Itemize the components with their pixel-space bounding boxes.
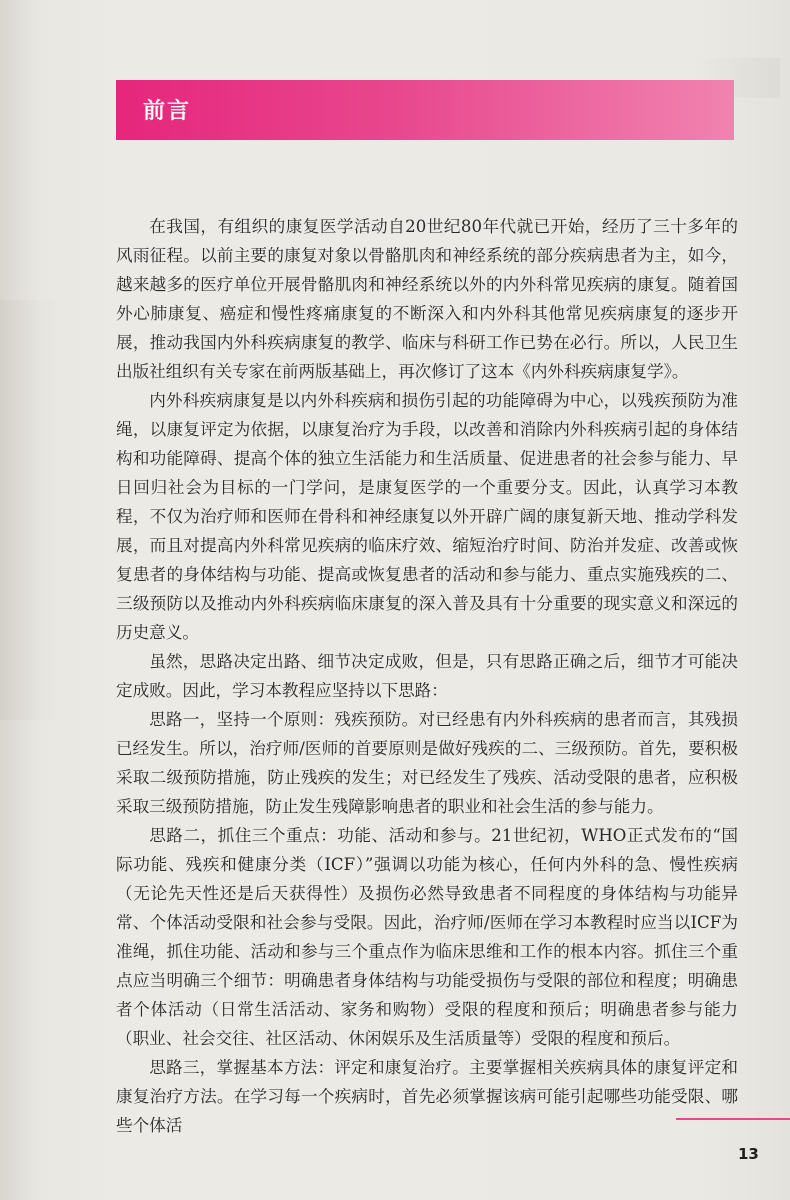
paragraph: 内外科疾病康复是以内外科疾病和损伤引起的功能障碍为中心，以残疾预防为准绳，以康复评定为依据，以康复治疗为手段，以改善和消除内外科疾病引起的身体结构和功能障碍、提高个体的独立生活能力和生活质量、促进患者的社会参与能力、早日回归社会为目标的一门学问，是康复医学的一个重要分支。因此，认真学习本教程，不仅为治疗师和医师在骨科和神经康复以外开辟广阔的康复新天地、推动学科发展，而且对提高内外科常见疾病的临床疗效、缩短治疗时间、防治并发症、改善或恢复患者的身体结构与功能、提高或恢复患者的活动和参与能力、重点实施残疾的二、三级预防以及推动内外科疾病临床康复的深入普及具有十分重要的现实意义和深远的历史意义。 [116,391,738,642]
page-number: 13 [738,1145,759,1163]
paragraph: 在我国，有组织的康复医学活动自20世纪80年代就已开始，经历了三十多年的风雨征程。以前主要的康复对象以骨骼肌肉和神经系统的部分疾病患者为主，如今，越来越多的医疗单位开展骨骼肌肉和神经系统以外的内外科常见疾病的康复。随着国外心肺康复、癌症和慢性疼痛康复的不断深入和内外科其他常见疾病康复的逐步开展，推动我国内外科疾病康复的教学、临床与科研工作已势在必行。所以，人民卫生出版社组织有关专家在前两版基础上，再次修订了这本《内外科疾病康复学》。 [116,217,738,381]
paragraph: 思路二，抓住三个重点：功能、活动和参与。21世纪初，WHO正式发布的“国际功能、残疾和健康分类（ICF）”强调以功能为核心，任何内外科的急、慢性疾病（无论先天性还是后天获得性）及损伤必然导致患者不同程度的身体结构与功能异常、个体活动受限和社会参与受限。因此，治疗师/医师在学习本教程时应当以ICF为准绳，抓住功能、活动和参与三个重点作为临床思维和工作的根本内容。抓住三个重点应当明确三个细节：明确患者身体结构与功能受损伤与受限的部位和程度；明确患者个体活动（日常生活活动、家务和购物）受限的程度和预后；明确患者参与能力（职业、社会交往、社区活动、休闲娱乐及生活质量等）受限的程度和预后。 [116,826,738,1048]
paragraph: 虽然，思路决定出路、细节决定成败，但是，只有思路正确之后，细节才可能决定成败。因此，学习本教程应坚持以下思路： [116,652,738,700]
footer-accent-rule [676,1118,790,1120]
paragraph: 思路三，掌握基本方法：评定和康复治疗。主要掌握相关疾病具体的康复评定和康复治疗方法。在学习每一个疾病时，首先必须掌握该病可能引起哪些功能受限、哪些个体活 [116,1058,738,1135]
paragraph: 思路一，坚持一个原则：残疾预防。对已经患有内外科疾病的患者而言，其残损已经发生。所以，治疗师/医师的首要原则是做好残疾的二、三级预防。首先，要积极采取二级预防措施，防止残疾的发生；对已经发生了残疾、活动受限的患者，应积极采取三级预防措施，防止发生残障影响患者的职业和社会生活的参与能力。 [116,710,738,816]
page-title: 前言 [143,99,192,124]
body-text [116,212,738,1140]
section-header-banner [116,80,734,140]
bleed-through-shadow [0,300,60,720]
